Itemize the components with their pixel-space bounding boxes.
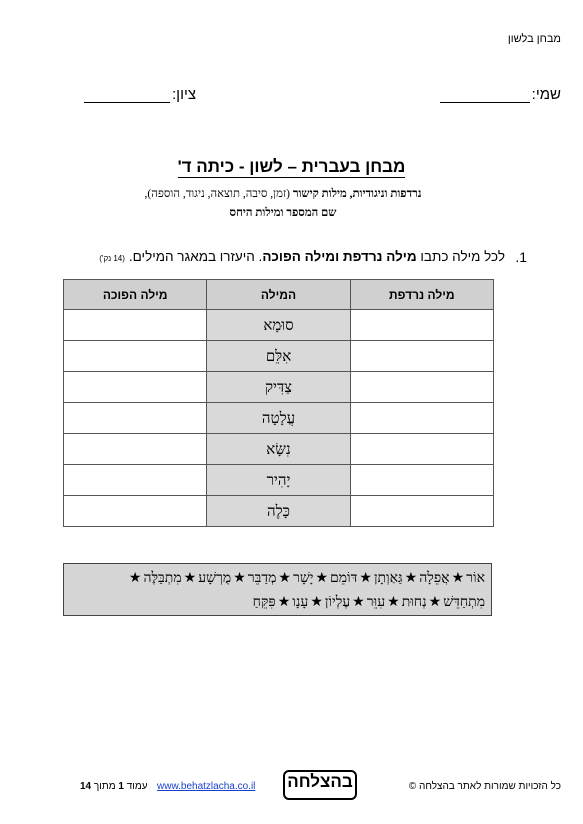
table-row — [64, 372, 494, 403]
word-bank-item: אֲפֵלָה — [419, 570, 450, 586]
star-icon: ★ — [277, 594, 291, 610]
table-row — [64, 434, 494, 465]
word-bank-item: מִתְחַדֵּשׁ — [443, 594, 485, 610]
synonym-cell[interactable] — [350, 372, 493, 403]
word-cell: אִלֵּם — [207, 341, 350, 372]
word-bank-item: עָנָו — [292, 594, 309, 610]
word-bank-item: מְדַבֵּר — [247, 570, 277, 586]
page-subtitle — [53, 185, 513, 223]
question-number: 1. — [515, 249, 527, 265]
footer-copyright: כל הזכויות שמורות לאתר בהצלחה © — [408, 781, 561, 792]
header-antonym: מילה הפוכה — [64, 280, 207, 310]
star-icon: ★ — [404, 570, 418, 586]
antonym-cell[interactable] — [64, 372, 207, 403]
star-icon: ★ — [352, 594, 365, 610]
words-table — [63, 279, 494, 527]
subtitle-topics-2: שם המספר ומילות היחס — [229, 207, 337, 219]
name-label: שמי: — [531, 86, 561, 103]
antonym-cell[interactable] — [64, 465, 207, 496]
word-bank-item: יָשָׁר — [292, 570, 314, 586]
subtitle-topics: נרדפות וניגודיות, מילות קישור — [292, 188, 422, 200]
table-row — [64, 403, 494, 434]
word-bank — [63, 563, 492, 616]
synonym-cell[interactable] — [350, 341, 493, 372]
antonym-cell[interactable] — [64, 496, 207, 527]
antonym-cell[interactable] — [64, 434, 207, 465]
word-bank-item: נְחוּת — [401, 594, 427, 610]
word-cell: צַדִּיק — [207, 372, 350, 403]
synonym-cell[interactable] — [350, 465, 493, 496]
word-cell: עֲלָטָה — [207, 403, 350, 434]
grade-label: ציון: — [172, 86, 197, 103]
table-row — [64, 465, 494, 496]
word-cell: יָהִיר — [207, 465, 350, 496]
star-icon: ★ — [310, 594, 323, 610]
name-blank-line[interactable] — [440, 88, 530, 103]
word-bank-line-2 — [70, 590, 485, 614]
star-icon: ★ — [183, 570, 197, 586]
word-bank-item: עֶלְיוֹן — [324, 594, 351, 610]
name-field — [440, 86, 561, 103]
grade-field — [84, 86, 196, 103]
grade-blank-line[interactable] — [84, 88, 170, 103]
table-header-row — [64, 280, 494, 310]
table-row — [64, 496, 494, 527]
question-points: (14 נק') — [99, 254, 125, 263]
word-bank-item: מִתְבַּלֶּה — [143, 570, 182, 586]
synonym-cell[interactable] — [350, 310, 493, 341]
table-row — [64, 341, 494, 372]
star-icon: ★ — [128, 570, 142, 586]
table-row — [64, 310, 494, 341]
word-cell: כָּלֶה — [207, 496, 350, 527]
word-cell: נִשָּׂא — [207, 434, 350, 465]
header-tag: מבחן בלשון — [507, 33, 561, 45]
word-bank-item: עִוֵּר — [366, 594, 386, 610]
header-word: המילה — [207, 280, 350, 310]
star-icon: ★ — [278, 570, 291, 586]
star-icon: ★ — [428, 594, 442, 610]
word-bank-item: פִּקֵּחַ — [252, 594, 276, 610]
footer-page-number: עמוד 1 מתוך 14 — [80, 781, 148, 792]
star-icon: ★ — [315, 570, 329, 586]
star-icon: ★ — [387, 594, 400, 610]
header-synonym: מילה נרדפת — [350, 280, 493, 310]
synonym-cell[interactable] — [350, 434, 493, 465]
word-bank-line-1 — [70, 566, 485, 590]
antonym-cell[interactable] — [64, 310, 207, 341]
word-bank-item: מֻרְשָׁע — [198, 570, 232, 586]
footer-website-link[interactable]: www.behatzlacha.co.il — [157, 781, 256, 792]
question-text: לכל מילה כתבו מילה נרדפת ומילה הפוכה. היעזרו במאגר המילים.(14 נק') — [99, 249, 505, 264]
antonym-cell[interactable] — [64, 403, 207, 434]
synonym-cell[interactable] — [350, 496, 493, 527]
star-icon: ★ — [359, 570, 372, 586]
word-cell: סוּמָא — [207, 310, 350, 341]
star-icon: ★ — [451, 570, 465, 586]
site-logo — [283, 770, 357, 800]
subtitle-topics-rest: (זמן, סיבה, תוצאה, ניגוד, הוספה), — [144, 188, 293, 200]
antonym-cell[interactable] — [64, 341, 207, 372]
logo-text: בהצלחה — [287, 772, 353, 791]
star-icon: ★ — [233, 570, 246, 586]
word-bank-item: דּוֹמֵם — [330, 570, 358, 586]
page-title: מבחן בעברית – לשון - כיתה ד' — [177, 157, 406, 176]
word-bank-item: אוֹר — [466, 570, 485, 586]
synonym-cell[interactable] — [350, 403, 493, 434]
word-bank-item: גַּאַוְתָן — [373, 570, 403, 586]
